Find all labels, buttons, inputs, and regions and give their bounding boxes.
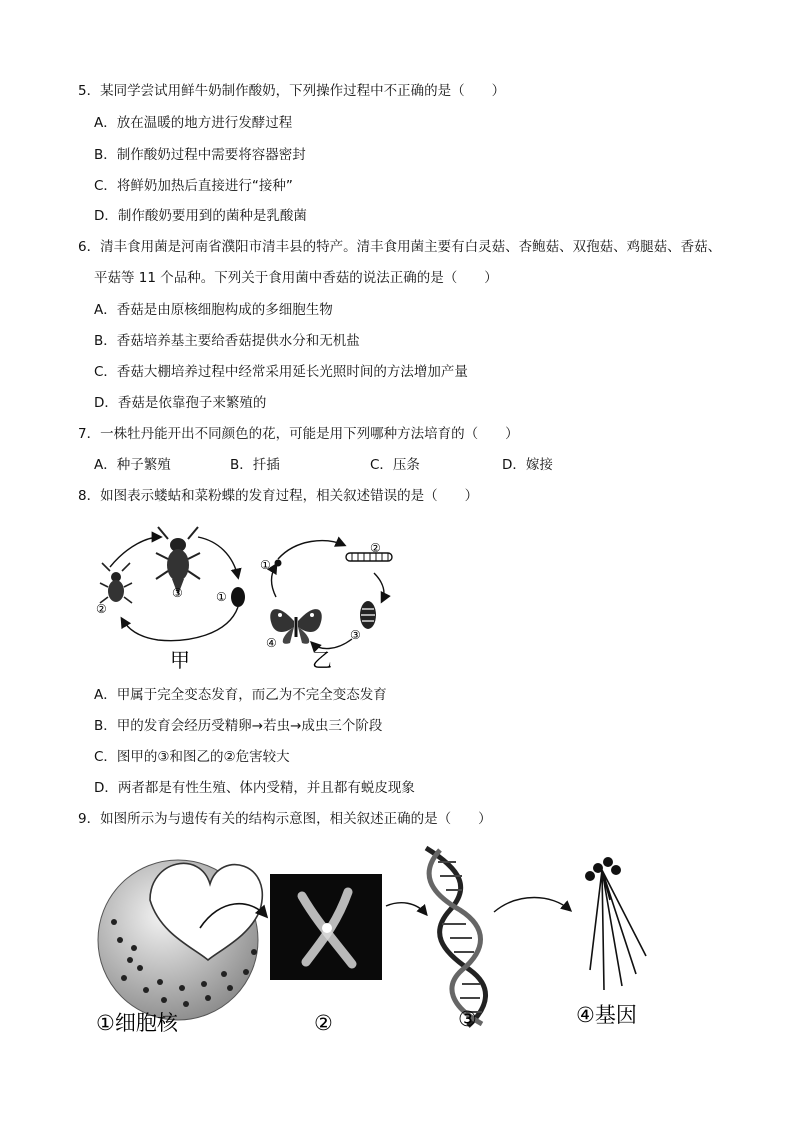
q5-option-d: D．制作酸奶要用到的菌种是乳酸菌 xyxy=(94,208,307,224)
q6-option-c: C．香菇大棚培养过程中经常采用延长光照时间的方法增加产量 xyxy=(94,364,468,380)
q7-option-c: C．压条 xyxy=(370,457,420,473)
q7-stem: 7．一株牡丹能开出不同颜色的花，可能是用下列哪种方法培育的（ ） xyxy=(78,426,519,442)
gene-icon xyxy=(585,857,646,990)
yi-stage-4-label: ④ xyxy=(266,636,277,650)
butterfly-icon xyxy=(270,609,321,644)
q8-figure-jia xyxy=(88,515,258,675)
q5-option-a: A．放在温暖的地方进行发酵过程 xyxy=(94,115,293,131)
q5-option-b: B．制作酸奶过程中需要将容器密封 xyxy=(94,147,306,163)
caterpillar-icon xyxy=(346,553,392,561)
cell-nucleus-icon xyxy=(98,860,262,1020)
q6-stem-line2: 平菇等 11 个品种。下列关于食用菌中香菇的说法正确的是（ ） xyxy=(94,270,498,286)
dna-helix-icon xyxy=(426,848,486,1026)
yi-stage-1-label: ① xyxy=(260,558,271,572)
chromosome-caption: ② xyxy=(314,1011,333,1035)
q8-figure-yi xyxy=(256,535,406,675)
q7-option-b: B．扦插 xyxy=(230,457,280,473)
pupa-icon xyxy=(360,601,376,629)
yi-stage-3-label: ③ xyxy=(350,628,361,642)
nucleus-caption: ①细胞核 xyxy=(96,1011,178,1035)
q6-option-a: A．香菇是由原核细胞构成的多细胞生物 xyxy=(94,302,333,318)
cricket-adult-icon xyxy=(156,527,200,595)
yi-label: 乙 xyxy=(312,648,332,672)
gene-caption: ④基因 xyxy=(576,1003,637,1027)
q8-option-d: D．两者都是有性生殖、体内受精，并且都有蜕皮现象 xyxy=(94,780,415,796)
q8-stem: 8．如图表示蝼蛄和菜粉蝶的发育过程，相关叙述错误的是（ ） xyxy=(78,488,479,504)
q8-option-b: B．甲的发育会经历受精卵→若虫→成虫三个阶段 xyxy=(94,718,383,734)
q9-figure xyxy=(90,840,690,1040)
q6-option-d: D．香菇是依靠孢子来繁殖的 xyxy=(94,395,267,411)
jia-stage-3-label: ③ xyxy=(172,586,183,600)
butterfly-egg-icon xyxy=(275,560,282,567)
q5-option-c: C．将鲜奶加热后直接进行“接种” xyxy=(94,178,293,194)
q7-option-d: D．嫁接 xyxy=(502,457,553,473)
q7-options xyxy=(94,456,734,474)
egg-icon xyxy=(231,587,245,607)
q8-option-c: C．图甲的③和图乙的②危害较大 xyxy=(94,749,290,765)
dna-caption: ③ xyxy=(458,1007,477,1031)
jia-stage-1-label: ① xyxy=(216,590,227,604)
q7-option-a: A．种子繁殖 xyxy=(94,457,171,473)
q5-stem: 5．某同学尝试用鲜牛奶制作酸奶，下列操作过程中不正确的是（ ） xyxy=(78,83,506,99)
q9-stem: 9．如图所示为与遗传有关的结构示意图，相关叙述正确的是（ ） xyxy=(78,811,492,827)
jia-label: 甲 xyxy=(170,648,190,672)
q6-stem-line1: 6．清丰食用菌是河南省濮阳市清丰县的特产。清丰食用菌主要有白灵菇、杏鲍菇、双孢菇、鸡腿菇、香菇、 xyxy=(78,239,722,255)
q6-option-b: B．香菇培养基主要给香菇提供水分和无机盐 xyxy=(94,333,360,349)
chromosome-icon xyxy=(270,874,382,980)
yi-stage-2-label: ② xyxy=(370,541,381,555)
cricket-nymph-icon xyxy=(100,563,132,603)
jia-stage-2-label: ② xyxy=(96,602,107,616)
q8-option-a: A．甲属于完全变态发育，而乙为不完全变态发育 xyxy=(94,687,387,703)
